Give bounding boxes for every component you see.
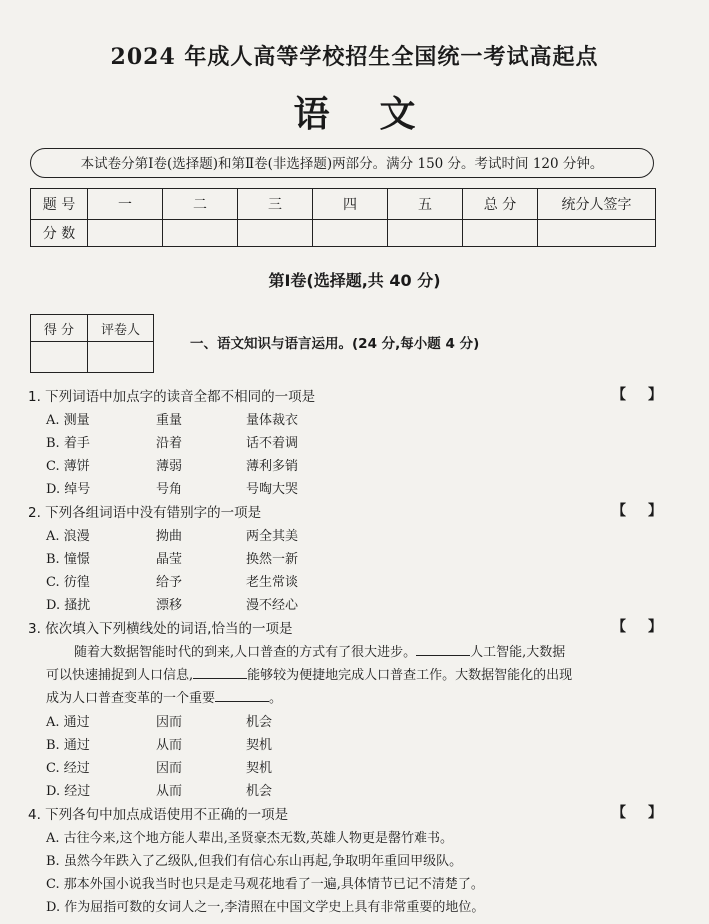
score-header-signature: 统分人签字 <box>538 189 656 220</box>
q3-passage-1a: 随着大数据智能时代的到来,人口普查的方式有了很大进步。 <box>74 645 417 660</box>
q3-passage-3b: 。 <box>269 691 283 706</box>
q1-option-d: D. 绰号 <box>46 482 91 497</box>
q3-passage-line-2 <box>46 664 572 683</box>
score-cell <box>313 220 388 247</box>
q3-blank-3 <box>215 689 269 702</box>
q3-option-b: B. 通过 <box>46 738 90 753</box>
q3-passage-2a: 可以快速捕捉到人口信息, <box>46 668 194 683</box>
score-row-label: 分 数 <box>31 220 88 247</box>
grader-cell <box>31 342 88 373</box>
q3-blank-1 <box>416 643 470 656</box>
score-header-5: 五 <box>388 189 463 220</box>
score-header-label: 题 号 <box>31 189 88 220</box>
q3-option-c: C. 经过 <box>46 761 90 776</box>
q2-option-d-word3: 漫不经心 <box>246 598 299 613</box>
q1-option-a: A. 测量 <box>46 413 90 428</box>
q1-option-b-word2: 沿着 <box>156 436 183 451</box>
score-header-total: 总 分 <box>463 189 538 220</box>
grader-score-label: 得 分 <box>31 315 88 342</box>
q3-passage-2b: 能够较为便捷地完成人口普查工作。大数据智能化的出现 <box>247 668 573 683</box>
question-2-stem: 2. 下列各组词语中没有错别字的一项是 <box>28 505 262 521</box>
q3-blank-2 <box>193 666 247 679</box>
question-4-stem: 4. 下列各句中加点成语使用不正确的一项是 <box>28 807 289 823</box>
q3-option-d-word3: 机会 <box>246 784 273 799</box>
grader-name-label: 评卷人 <box>88 315 154 342</box>
exam-notice: 本试卷分第Ⅰ卷(选择题)和第Ⅱ卷(非选择题)两部分。满分 150 分。考试时间 120 分钟。 <box>30 148 654 178</box>
q1-option-a-word2: 重量 <box>156 413 183 428</box>
q3-passage-1b: 人工智能,大数据 <box>470 645 566 660</box>
q3-passage-line-3 <box>46 687 282 706</box>
q4-option-a: A. 古往今来,这个地方能人辈出,圣贤豪杰无数,英雄人物更是罄竹难书。 <box>46 831 454 846</box>
q3-option-d: D. 经过 <box>46 784 91 799</box>
answer-bracket-left: 【 <box>612 503 626 519</box>
q2-option-b-word2: 晶莹 <box>156 552 183 567</box>
section-title: 第Ⅰ卷(选择题,共 40 分) <box>268 271 441 290</box>
q3-option-a: A. 通过 <box>46 715 90 730</box>
q1-option-c: C. 薄饼 <box>46 459 90 474</box>
answer-bracket-right: 】 <box>648 387 662 403</box>
score-header-4: 四 <box>313 189 388 220</box>
q4-option-c: C. 那本外国小说我当时也只是走马观花地看了一遍,具体情节已记不清楚了。 <box>46 877 484 892</box>
q1-option-a-word3: 量体裁衣 <box>246 413 299 428</box>
q2-option-c: C. 彷徨 <box>46 575 90 590</box>
q2-option-c-word3: 老生常谈 <box>246 575 299 590</box>
q4-option-b: B. 虽然今年跌入了乙级队,但我们有信心东山再起,争取明年重回甲级队。 <box>46 854 463 869</box>
q2-option-d: D. 搔扰 <box>46 598 91 613</box>
q3-passage-line-1 <box>74 641 565 660</box>
q2-option-b-word3: 换然一新 <box>246 552 299 567</box>
answer-bracket-right: 】 <box>648 503 662 519</box>
score-cell <box>163 220 238 247</box>
q1-option-c-word2: 薄弱 <box>156 459 183 474</box>
q3-option-b-word2: 从而 <box>156 738 183 753</box>
q1-option-c-word3: 薄利多销 <box>246 459 299 474</box>
grader-cell <box>88 342 154 373</box>
question-3-stem: 3. 依次填入下列横线处的词语,恰当的一项是 <box>28 621 293 637</box>
q2-option-d-word2: 漂移 <box>156 598 183 613</box>
exam-title: 2024 年成人高等学校招生全国统一考试高起点 <box>110 44 599 70</box>
q4-option-d: D. 作为屈指可数的女词人之一,李清照在中国文学史上具有非常重要的地位。 <box>46 900 485 915</box>
q2-option-a: A. 浪漫 <box>46 529 90 544</box>
answer-bracket-right: 】 <box>648 619 662 635</box>
q1-option-b-word3: 话不着调 <box>246 436 299 451</box>
part-one-title: 一、语文知识与语言运用。(24 分,每小题 4 分) <box>190 336 480 352</box>
q3-option-c-word2: 因而 <box>156 761 183 776</box>
answer-bracket-left: 【 <box>612 387 626 403</box>
q2-option-c-word2: 给予 <box>156 575 183 590</box>
q3-option-a-word3: 机会 <box>246 715 273 730</box>
q3-option-c-word3: 契机 <box>246 761 273 776</box>
q3-passage-3a: 成为人口普查变革的一个重要 <box>46 691 216 706</box>
question-1-stem: 1. 下列词语中加点字的读音全都不相同的一项是 <box>28 389 316 405</box>
q1-option-d-word2: 号角 <box>156 482 183 497</box>
q2-option-a-word3: 两全其美 <box>246 529 299 544</box>
score-cell <box>238 220 313 247</box>
q2-option-b: B. 憧憬 <box>46 552 90 567</box>
score-cell <box>463 220 538 247</box>
score-header-3: 三 <box>238 189 313 220</box>
answer-bracket-left: 【 <box>612 805 626 821</box>
score-cell <box>88 220 163 247</box>
score-cell <box>388 220 463 247</box>
q1-option-b: B. 着手 <box>46 436 90 451</box>
subject-title: 语文 <box>293 93 466 135</box>
q2-option-a-word2: 拗曲 <box>156 529 183 544</box>
score-cell <box>538 220 656 247</box>
answer-bracket-left: 【 <box>612 619 626 635</box>
score-header-2: 二 <box>163 189 238 220</box>
score-header-1: 一 <box>88 189 163 220</box>
grader-table <box>30 314 154 373</box>
q3-option-b-word3: 契机 <box>246 738 273 753</box>
score-table <box>30 188 656 247</box>
q1-option-d-word3: 号啕大哭 <box>246 482 299 497</box>
q3-option-d-word2: 从而 <box>156 784 183 799</box>
answer-bracket-right: 】 <box>648 805 662 821</box>
q3-option-a-word2: 因而 <box>156 715 183 730</box>
